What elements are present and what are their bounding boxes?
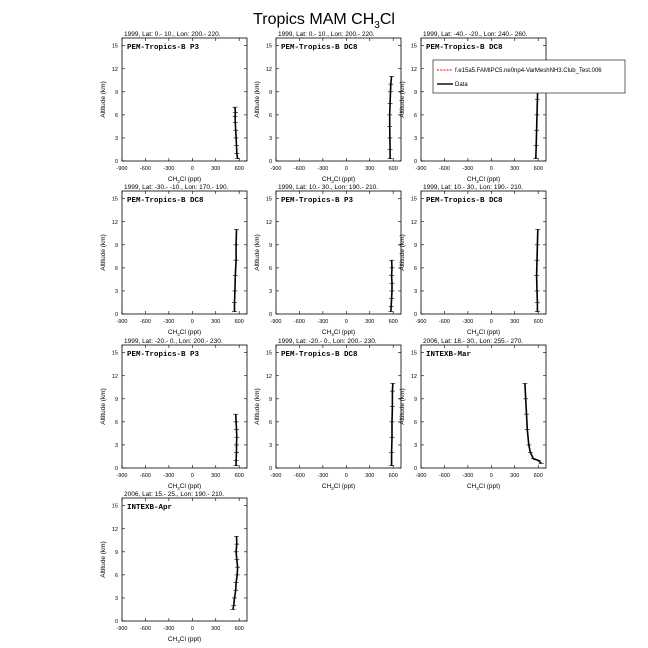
x-tick-label: 600 — [533, 319, 543, 325]
panel-header: 1999, Lat: 10.- 30., Lon: 190.- 210. — [423, 184, 524, 191]
x-axis-label-post: Cl (ppt) — [179, 329, 202, 336]
y-tick-label: 15 — [111, 43, 118, 50]
x-tick-label: 300 — [510, 473, 520, 479]
plot-frame — [276, 191, 401, 314]
x-tick-label: -600 — [438, 473, 450, 479]
y-axis-label: Altitude (km) — [399, 388, 406, 425]
panel-header: 1999, Lat: 10.- 30., Lon: 190.- 210. — [278, 184, 379, 191]
campaign-label: PEM-Tropics-B DC8 — [127, 197, 204, 205]
y-tick-label: 0 — [413, 159, 417, 165]
x-tick-label: -300 — [163, 626, 175, 632]
figure-title-main: Tropics MAM CH — [253, 11, 375, 28]
x-tick-label: 600 — [533, 166, 543, 172]
data-line — [235, 229, 237, 311]
x-axis-label-post: Cl (ppt) — [478, 329, 501, 336]
y-tick-label: 9 — [413, 396, 417, 403]
y-tick-label: 12 — [410, 66, 417, 73]
x-axis-label — [322, 329, 355, 337]
plot-frame — [276, 345, 401, 468]
x-axis-label-sub: 3 — [177, 486, 180, 491]
x-axis-label-sub: 3 — [177, 639, 180, 644]
x-tick-label: 300 — [211, 166, 221, 172]
y-tick-label: 6 — [413, 265, 417, 272]
x-axis-label — [467, 176, 500, 184]
plot-frame — [421, 38, 546, 161]
legend-data-label: Data — [455, 82, 468, 88]
campaign-label: INTEXB-Apr — [127, 504, 173, 512]
y-tick-label: 15 — [265, 350, 272, 357]
x-axis-label-pre: CH — [167, 483, 178, 490]
y-tick-label: 9 — [413, 89, 417, 96]
x-tick-label: -900 — [415, 473, 427, 479]
y-tick-label: 12 — [111, 373, 118, 380]
y-tick-label: 3 — [114, 288, 118, 295]
data-line — [235, 107, 238, 159]
y-tick-label: 12 — [265, 219, 272, 226]
legend — [433, 60, 625, 93]
y-tick-label: 12 — [410, 219, 417, 226]
x-axis-label-pre: CH — [466, 329, 477, 336]
y-tick-label: 6 — [114, 112, 118, 119]
campaign-label: PEM-Tropics-B P3 — [281, 197, 354, 205]
x-axis-label-pre: CH — [167, 636, 178, 643]
x-tick-label: -300 — [317, 319, 329, 325]
y-tick-label: 15 — [265, 196, 272, 203]
x-tick-label: 300 — [211, 626, 221, 632]
x-tick-label: 600 — [234, 319, 244, 325]
x-tick-label: -900 — [116, 166, 128, 172]
y-tick-label: 12 — [265, 373, 272, 380]
x-tick-label: 300 — [510, 166, 520, 172]
chart-panel-6 — [399, 184, 546, 337]
x-tick-label: 600 — [388, 319, 398, 325]
y-tick-label: 0 — [413, 312, 417, 318]
y-axis-label: Altitude (km) — [399, 81, 406, 118]
campaign-label: PEM-Tropics-B P3 — [127, 44, 200, 52]
y-tick-label: 9 — [413, 242, 417, 249]
y-tick-label: 3 — [114, 135, 118, 142]
x-tick-label: 0 — [190, 319, 194, 325]
x-axis-label-sub: 3 — [476, 332, 479, 337]
chart-panel-1 — [100, 31, 247, 184]
y-tick-label: 12 — [111, 66, 118, 73]
x-axis-label-post: Cl (ppt) — [333, 176, 356, 183]
y-tick-label: 12 — [410, 373, 417, 380]
x-tick-label: -300 — [462, 319, 474, 325]
y-tick-label: 3 — [268, 442, 272, 449]
y-tick-label: 6 — [268, 112, 272, 119]
x-tick-label: 600 — [388, 473, 398, 479]
y-tick-label: 3 — [413, 135, 417, 142]
y-tick-label: 15 — [410, 43, 417, 50]
panel-header: 1999, Lat: -20.- 0., Lon: 200.- 230. — [124, 338, 223, 345]
x-tick-label: -300 — [462, 473, 474, 479]
x-tick-label: 0 — [344, 166, 348, 172]
x-axis-label — [168, 176, 201, 184]
plot-frame — [122, 345, 247, 468]
x-tick-label: -600 — [139, 626, 151, 632]
x-tick-label: 600 — [533, 473, 543, 479]
y-tick-label: 9 — [114, 396, 118, 403]
y-tick-label: 0 — [268, 466, 272, 472]
x-axis-label — [467, 329, 500, 337]
x-axis-label-pre: CH — [167, 176, 178, 183]
y-axis-label: Altitude (km) — [100, 388, 107, 425]
x-axis-label-pre: CH — [321, 329, 332, 336]
campaign-label: PEM-Tropics-B DC8 — [281, 351, 358, 359]
x-tick-label: 0 — [190, 166, 194, 172]
x-tick-label: -300 — [163, 473, 175, 479]
campaign-label: PEM-Tropics-B P3 — [127, 351, 200, 359]
data-line — [390, 76, 392, 158]
x-axis-label-sub: 3 — [331, 179, 334, 184]
y-tick-label: 15 — [410, 196, 417, 203]
panels-group — [100, 31, 625, 644]
x-tick-label: -600 — [139, 473, 151, 479]
x-tick-label: -600 — [293, 319, 305, 325]
campaign-label: PEM-Tropics-B DC8 — [426, 44, 503, 52]
y-tick-label: 0 — [268, 159, 272, 165]
x-axis-label-pre: CH — [321, 483, 332, 490]
plot-frame — [122, 38, 247, 161]
x-tick-label: -600 — [438, 166, 450, 172]
data-line — [233, 536, 238, 609]
panel-header: 2006, Lat: 18.- 30., Lon: 255.- 270. — [423, 338, 524, 345]
x-tick-label: 300 — [211, 319, 221, 325]
panel-header: 1999, Lat: -20.- 0., Lon: 200.- 230. — [278, 338, 377, 345]
x-axis-label — [168, 329, 201, 337]
y-tick-label: 15 — [111, 503, 118, 510]
y-axis-label: Altitude (km) — [399, 234, 406, 271]
x-tick-label: -600 — [293, 166, 305, 172]
chart-panel-10 — [100, 491, 247, 644]
chart-panel-7 — [100, 338, 247, 491]
x-axis-label-pre: CH — [466, 176, 477, 183]
y-axis-label: Altitude (km) — [254, 234, 261, 271]
y-tick-label: 3 — [114, 442, 118, 449]
y-tick-label: 0 — [114, 312, 118, 318]
campaign-label: PEM-Tropics-B DC8 — [426, 197, 503, 205]
x-tick-label: -600 — [139, 166, 151, 172]
x-axis-label-post: Cl (ppt) — [179, 176, 202, 183]
y-tick-label: 3 — [268, 135, 272, 142]
legend-box — [433, 60, 625, 93]
x-axis-label — [168, 483, 201, 491]
y-tick-label: 3 — [413, 288, 417, 295]
x-tick-label: -900 — [270, 166, 282, 172]
y-tick-label: 6 — [268, 265, 272, 272]
x-tick-label: 0 — [190, 473, 194, 479]
x-tick-label: 0 — [489, 473, 493, 479]
x-axis-label-sub: 3 — [331, 486, 334, 491]
x-axis-label — [322, 483, 355, 491]
data-line — [525, 383, 541, 463]
x-tick-label: -900 — [415, 166, 427, 172]
y-tick-label: 9 — [268, 242, 272, 249]
y-tick-label: 15 — [111, 196, 118, 203]
y-tick-label: 9 — [268, 396, 272, 403]
x-axis-label-post: Cl (ppt) — [478, 483, 501, 490]
chart-panel-9 — [399, 338, 546, 491]
y-tick-label: 6 — [413, 419, 417, 426]
x-tick-label: -300 — [163, 319, 175, 325]
figure-title-sub: 3 — [374, 20, 380, 31]
y-tick-label: 0 — [114, 466, 118, 472]
x-tick-label: 300 — [211, 473, 221, 479]
y-axis-label: Altitude (km) — [254, 388, 261, 425]
x-axis-label — [467, 483, 500, 491]
plot-frame — [122, 191, 247, 314]
y-tick-label: 15 — [111, 350, 118, 357]
x-tick-label: 0 — [344, 319, 348, 325]
data-line — [537, 229, 538, 311]
x-axis-label-sub: 3 — [177, 332, 180, 337]
x-axis-label-post: Cl (ppt) — [478, 176, 501, 183]
x-axis-label-pre: CH — [466, 483, 477, 490]
legend-model-label: f.e15a5.FAMIPC5.ne0np4-VarMeshNH3.Club_Test.006 — [455, 68, 602, 74]
y-tick-label: 15 — [265, 43, 272, 50]
x-axis-label-sub: 3 — [476, 486, 479, 491]
x-tick-label: 600 — [388, 166, 398, 172]
x-tick-label: 0 — [190, 626, 194, 632]
x-tick-label: -600 — [293, 473, 305, 479]
x-tick-label: 0 — [489, 166, 493, 172]
x-axis-label — [322, 176, 355, 184]
x-tick-label: 0 — [344, 473, 348, 479]
chart-panel-4 — [100, 184, 247, 337]
y-tick-label: 3 — [268, 288, 272, 295]
y-tick-label: 6 — [114, 572, 118, 579]
x-tick-label: -600 — [438, 319, 450, 325]
y-tick-label: 0 — [114, 159, 118, 165]
y-axis-label: Altitude (km) — [100, 81, 107, 118]
chart-panel-8 — [254, 338, 401, 491]
data-line — [392, 383, 393, 465]
x-tick-label: -300 — [317, 166, 329, 172]
y-tick-label: 12 — [265, 66, 272, 73]
x-tick-label: 600 — [234, 626, 244, 632]
x-tick-label: 300 — [365, 166, 375, 172]
y-tick-label: 6 — [114, 265, 118, 272]
x-axis-label-pre: CH — [321, 176, 332, 183]
y-tick-label: 0 — [114, 619, 118, 625]
plot-frame — [276, 38, 401, 161]
plot-frame — [122, 498, 247, 621]
y-tick-label: 15 — [410, 350, 417, 357]
x-axis-label — [168, 636, 201, 644]
chart-panel-5 — [254, 184, 401, 337]
y-tick-label: 9 — [114, 89, 118, 96]
y-tick-label: 0 — [268, 312, 272, 318]
x-tick-label: 600 — [234, 473, 244, 479]
panel-header: 1999, Lat: -40.- -20., Lon: 240.- 260. — [423, 31, 528, 38]
y-tick-label: 6 — [268, 419, 272, 426]
x-tick-label: 300 — [365, 473, 375, 479]
x-tick-label: -300 — [317, 473, 329, 479]
x-axis-label-post: Cl (ppt) — [333, 329, 356, 336]
panel-header: 2006, Lat: 15.- 25., Lon: 190.- 210. — [124, 491, 225, 498]
x-tick-label: 0 — [489, 319, 493, 325]
x-axis-label-sub: 3 — [476, 179, 479, 184]
x-tick-label: -900 — [270, 319, 282, 325]
x-tick-label: -900 — [415, 319, 427, 325]
y-tick-label: 6 — [413, 112, 417, 119]
y-axis-label: Altitude (km) — [100, 541, 107, 578]
panel-header: 1999, Lat: 0.- 10., Lon: 200.- 220. — [278, 31, 375, 38]
chart-panel-2 — [254, 31, 401, 184]
x-tick-label: -900 — [116, 319, 128, 325]
y-tick-label: 9 — [268, 89, 272, 96]
x-tick-label: 300 — [365, 319, 375, 325]
y-tick-label: 12 — [111, 526, 118, 533]
figure-title-end: Cl — [379, 11, 395, 28]
x-axis-label-post: Cl (ppt) — [179, 636, 202, 643]
x-axis-label-post: Cl (ppt) — [333, 483, 356, 490]
campaign-label: PEM-Tropics-B DC8 — [281, 44, 358, 52]
y-tick-label: 3 — [114, 595, 118, 602]
y-tick-label: 9 — [114, 549, 118, 556]
x-tick-label: -300 — [163, 166, 175, 172]
y-tick-label: 9 — [114, 242, 118, 249]
y-axis-label: Altitude (km) — [254, 81, 261, 118]
y-tick-label: 12 — [111, 219, 118, 226]
y-tick-label: 6 — [114, 419, 118, 426]
y-tick-label: 3 — [413, 442, 417, 449]
figure-title — [253, 11, 395, 31]
chart-panel-3 — [399, 31, 625, 184]
x-tick-label: -600 — [139, 319, 151, 325]
x-tick-label: -900 — [116, 626, 128, 632]
x-tick-label: 300 — [510, 319, 520, 325]
panel-header: 1999, Lat: 0.- 10., Lon: 200.- 220. — [124, 31, 221, 38]
plot-frame — [421, 191, 546, 314]
panel-header: 1999, Lat: -30.- -10., Lon: 170.- 190. — [124, 184, 229, 191]
x-axis-label-pre: CH — [167, 329, 178, 336]
x-axis-label-post: Cl (ppt) — [179, 483, 202, 490]
x-tick-label: -300 — [462, 166, 474, 172]
x-tick-label: -900 — [270, 473, 282, 479]
y-tick-label: 0 — [413, 466, 417, 472]
x-axis-label-sub: 3 — [331, 332, 334, 337]
x-axis-label-sub: 3 — [177, 179, 180, 184]
plot-frame — [421, 345, 546, 468]
campaign-label: INTEXB-Mar — [426, 351, 472, 359]
y-axis-label: Altitude (km) — [100, 234, 107, 271]
x-tick-label: -900 — [116, 473, 128, 479]
x-tick-label: 600 — [234, 166, 244, 172]
